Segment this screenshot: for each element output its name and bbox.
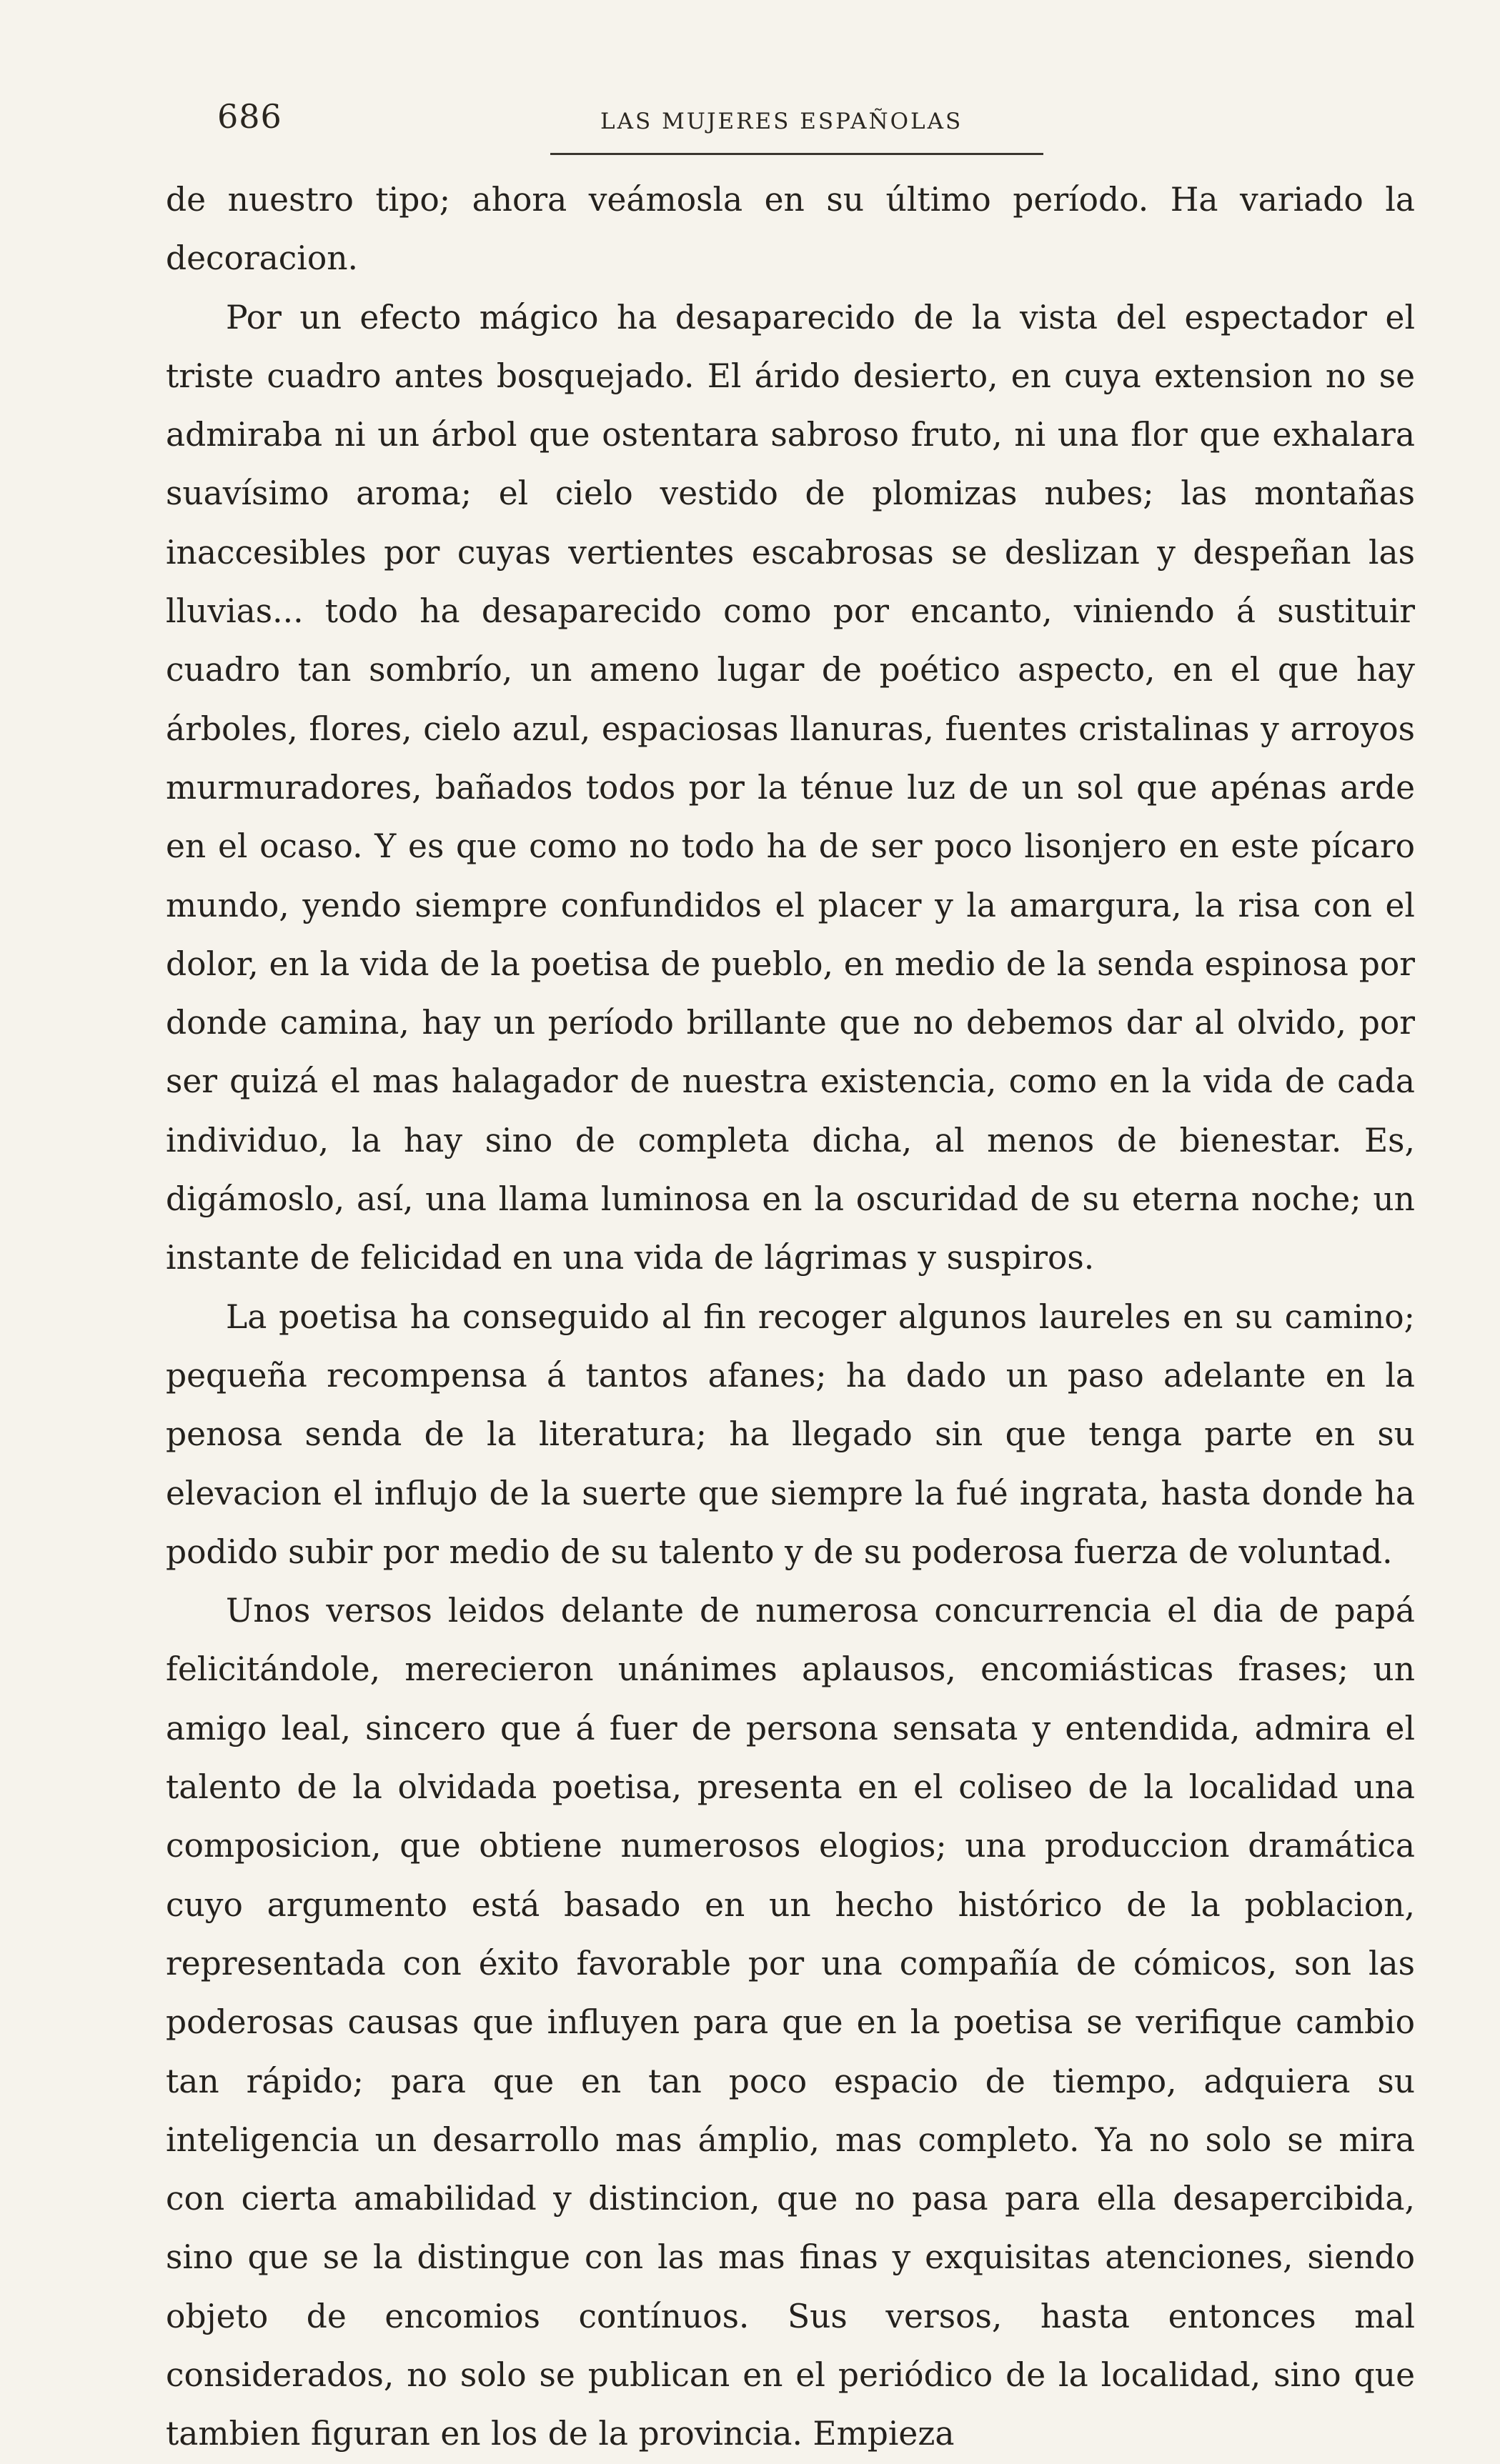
body-text [166, 171, 1415, 2464]
running-title: LAS MUJERES ESPAÑOLAS [600, 109, 963, 134]
page-number: 686 [217, 97, 282, 136]
paragraph: Unos versos leidos delante de numerosa concurrencia el dia de papá felicitándole, merecieron unánimes aplausos, encomiásticas frases; un amigo leal, sincero que á fuer de persona sensata y entendida, admira el talento de la olvidada poetisa, presenta en el coliseo de la localidad una composicion, que obtiene numerosos elogios; una produccion dramática cuyo argumento está basado en un hecho histórico de la poblacion, representada con éxito favorable por una compañía de cómicos, son las poderosas causas que influyen para que en la poetisa se verifique cambio tan rápido; para que en tan poco espacio de tiempo, adquiera su inteligencia un desarrollo mas ámplio, mas completo. Ya no solo se mira con cierta amabilidad y distincion, que no pasa para ella desapercibida, sino que se la distingue con las mas finas y exquisitas atenciones, siendo objeto de encomios contínuos. Sus versos, hasta entonces mal considerados, no solo se publican en el periódico de la localidad, sino que tambien figuran en los de la provincia. Empieza [166, 1592, 1415, 2453]
header-rule [550, 153, 1043, 155]
paragraph: Por un efecto mágico ha desaparecido de la vista del espectador el triste cuadro antes bosquejado. El árido desierto, en cuya extension no se admiraba ni un árbol que ostentara sabroso fruto, ni una flor que exhalara suavísimo aroma; el cielo vestido de plomizas nubes; las montañas inaccesibles por cuyas vertientes escabrosas se deslizan y despeñan las lluvias... todo ha desaparecido como por encanto, viniendo á sustituir cuadro tan sombrío, un ameno lugar de poético aspecto, en el que hay árboles, flores, cielo azul, espaciosas llanuras, fuentes cristalinas y arroyos murmuradores, bañados todos por la ténue luz de un sol que apénas arde en el ocaso. Y es que como no todo ha de ser poco lisonjero en este pícaro mundo, yendo siempre confundidos el placer y la amargura, la risa con el dolor, en la vida de la poetisa de pueblo, en medio de la senda espinosa por donde camina, hay un período brillante que no debemos dar al olvido, por ser quizá el mas halagador de nuestra existencia, como en la vida de cada individuo, la hay sino de completa dicha, al menos de bienestar. Es, digámoslo, así, una llama luminosa en la oscuridad de su eterna noche; un instante de felicidad en una vida de lágrimas y suspiros. [166, 298, 1415, 1277]
paragraph-continuation: de nuestro tipo; ahora veámosla en su último período. Ha variado la decoracion. [166, 181, 1415, 278]
paragraph: La poetisa ha conseguido al fin recoger algunos laureles en su camino; pequeña recompensa á tantos afanes; ha dado un paso adelante en la penosa senda de la literatura; ha llegado sin que tenga parte en su elevacion el influjo de la suerte que siempre la fué ingrata, hasta donde ha podido subir por medio de su talento y de su poderosa fuerza de voluntad. [166, 1297, 1415, 1571]
